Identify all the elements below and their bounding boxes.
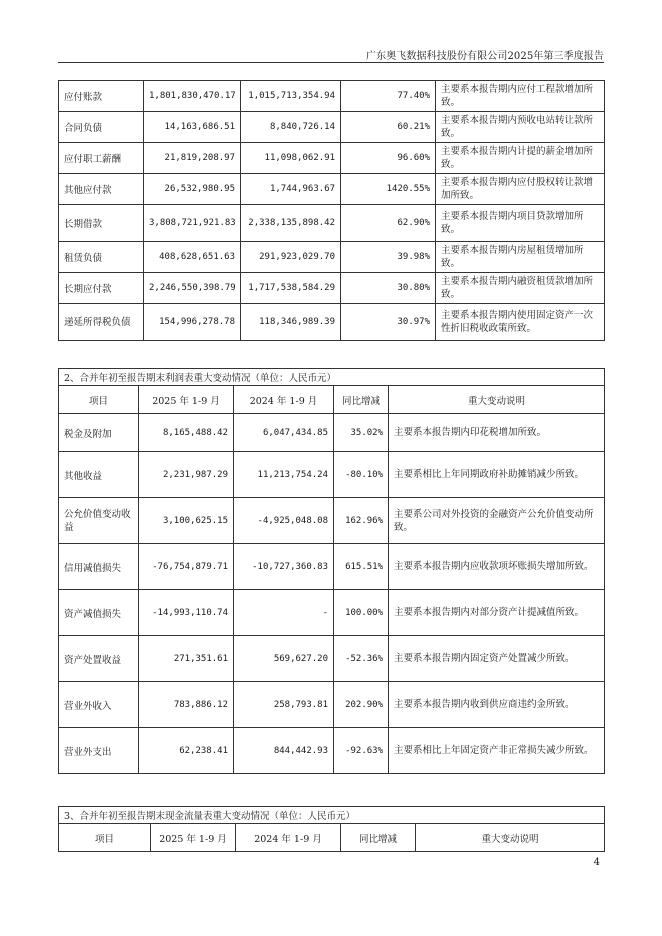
- table-row: [59, 304, 605, 341]
- table-row: [59, 590, 605, 636]
- column-header-reason: 重大变动说明: [416, 824, 605, 852]
- current-value-cell: 8,165,488.42: [139, 414, 234, 452]
- reason-cell: 主要系本报告期内房屋租赁增加所致。: [436, 242, 605, 273]
- table-caption-row: [59, 807, 605, 824]
- current-value-cell: 271,351.61: [139, 636, 234, 682]
- header-divider: [58, 62, 604, 63]
- change-cell: 30.97%: [341, 304, 436, 341]
- previous-value-cell: 1,717,538,584.29: [241, 273, 341, 304]
- table-row: [59, 452, 605, 498]
- change-cell: 62.90%: [341, 205, 436, 242]
- change-cell: 35.02%: [334, 414, 389, 452]
- previous-value-cell: 569,627.20: [234, 636, 334, 682]
- current-value-cell: 1,801,830,470.17: [144, 81, 241, 112]
- previous-value-cell: 844,442.93: [234, 728, 334, 774]
- table-row: [59, 242, 605, 273]
- table-row: [59, 81, 605, 112]
- item-cell: 长期应付款: [59, 273, 144, 304]
- table-row: [59, 498, 605, 544]
- previous-value-cell: 1,015,713,354.94: [241, 81, 341, 112]
- change-cell: 162.96%: [334, 498, 389, 544]
- current-value-cell: 154,996,278.78: [144, 304, 241, 341]
- previous-value-cell: -10,727,360.83: [234, 544, 334, 590]
- current-value-cell: 14,163,686.51: [144, 112, 241, 143]
- item-cell: 资产减值损失: [59, 590, 139, 636]
- reason-cell: 主要系本报告期内应付工程款增加所致。: [436, 81, 605, 112]
- item-cell: 应付账款: [59, 81, 144, 112]
- previous-value-cell: 2,338,135,898.42: [241, 205, 341, 242]
- change-cell: -52.36%: [334, 636, 389, 682]
- table-row: [59, 174, 605, 205]
- current-value-cell: 3,808,721,921.83: [144, 205, 241, 242]
- item-cell: 长期借款: [59, 205, 144, 242]
- reason-cell: 主要系本报告期内预收电站转让款所致。: [436, 112, 605, 143]
- current-value-cell: 408,628,651.63: [144, 242, 241, 273]
- column-header-reason: 重大变动说明: [389, 386, 605, 414]
- column-header-change: 同比增减: [341, 824, 416, 852]
- reason-cell: 主要系本报告期内应收款项坏账损失增加所致。: [389, 544, 605, 590]
- item-cell: 营业外支出: [59, 728, 139, 774]
- reason-cell: 主要系本报告期内应付股权转让款增加所致。: [436, 174, 605, 205]
- cashflow-change-table: [58, 806, 605, 852]
- change-cell: -92.63%: [334, 728, 389, 774]
- previous-value-cell: 1,744,963.67: [241, 174, 341, 205]
- table-caption-row: [59, 369, 605, 386]
- item-cell: 递延所得税负债: [59, 304, 144, 341]
- previous-value-cell: 258,793.81: [234, 682, 334, 728]
- reason-cell: 主要系本报告期内项目贷款增加所致。: [436, 205, 605, 242]
- reason-cell: 主要系公司对外投资的金融资产公允价值变动所致。: [389, 498, 605, 544]
- table-caption: 2、合并年初至报告期末利润表重大变动情况（单位：人民币元）: [59, 369, 605, 386]
- previous-value-cell: 11,098,062.91: [241, 143, 341, 174]
- change-cell: 60.21%: [341, 112, 436, 143]
- current-value-cell: 783,886.12: [139, 682, 234, 728]
- column-header-item: 项目: [59, 824, 151, 852]
- table-row: [59, 143, 605, 174]
- change-cell: 30.80%: [341, 273, 436, 304]
- column-header-previous: 2024 年 1-9 月: [234, 386, 334, 414]
- current-value-cell: 3,100,625.15: [139, 498, 234, 544]
- report-header: 广东奥飞数据科技股份有限公司2025年第三季度报告: [366, 51, 604, 62]
- table-row: [59, 112, 605, 143]
- previous-value-cell: 6,047,434.85: [234, 414, 334, 452]
- table-row: [59, 728, 605, 774]
- current-value-cell: 26,532,980.95: [144, 174, 241, 205]
- item-cell: 公允价值变动收益: [59, 498, 139, 544]
- column-header-current: 2025 年 1-9 月: [151, 824, 236, 852]
- current-value-cell: -76,754,879.71: [139, 544, 234, 590]
- reason-cell: 主要系本报告期内固定资产处置减少所致。: [389, 636, 605, 682]
- reason-cell: 主要系本报告期内印花税增加所致。: [389, 414, 605, 452]
- table-header-row: [59, 824, 605, 852]
- previous-value-cell: 291,923,029.70: [241, 242, 341, 273]
- table-caption: 3、合并年初至报告期末现金流量表重大变动情况（单位：人民币元）: [59, 807, 605, 824]
- table-row: [59, 682, 605, 728]
- item-cell: 信用减值损失: [59, 544, 139, 590]
- change-cell: 39.98%: [341, 242, 436, 273]
- table-row: [59, 273, 605, 304]
- item-cell: 营业外收入: [59, 682, 139, 728]
- column-header-change: 同比增减: [334, 386, 389, 414]
- item-cell: 其他收益: [59, 452, 139, 498]
- balance-change-table: [58, 80, 605, 341]
- previous-value-cell: 8,840,726.14: [241, 112, 341, 143]
- page-number: 4: [593, 857, 600, 868]
- income-change-table: [58, 368, 605, 774]
- change-cell: 1420.55%: [341, 174, 436, 205]
- column-header-current: 2025 年 1-9 月: [139, 386, 234, 414]
- change-cell: 202.90%: [334, 682, 389, 728]
- change-cell: 100.00%: [334, 590, 389, 636]
- reason-cell: 主要系本报告期内融资租赁款增加所致。: [436, 273, 605, 304]
- previous-value-cell: 11,213,754.24: [234, 452, 334, 498]
- reason-cell: 主要系相比上年同期政府补助摊销减少所致。: [389, 452, 605, 498]
- item-cell: 应付职工薪酬: [59, 143, 144, 174]
- reason-cell: 主要系本报告期内计提的薪金增加所致。: [436, 143, 605, 174]
- change-cell: -80.10%: [334, 452, 389, 498]
- change-cell: 615.51%: [334, 544, 389, 590]
- item-cell: 合同负债: [59, 112, 144, 143]
- reason-cell: 主要系相比上年固定资产非正常损失减少所致。: [389, 728, 605, 774]
- column-header-item: 项目: [59, 386, 139, 414]
- reason-cell: 主要系本报告期内收到供应商违约金所致。: [389, 682, 605, 728]
- current-value-cell: -14,993,110.74: [139, 590, 234, 636]
- table-row: [59, 205, 605, 242]
- item-cell: 租赁负债: [59, 242, 144, 273]
- change-cell: 77.40%: [341, 81, 436, 112]
- table-row: [59, 544, 605, 590]
- previous-value-cell: 118,346,989.39: [241, 304, 341, 341]
- current-value-cell: 21,819,208.97: [144, 143, 241, 174]
- table-row: [59, 636, 605, 682]
- current-value-cell: 2,246,550,398.79: [144, 273, 241, 304]
- item-cell: 资产处置收益: [59, 636, 139, 682]
- change-cell: 96.60%: [341, 143, 436, 174]
- item-cell: 其他应付款: [59, 174, 144, 205]
- reason-cell: 主要系本报告期内对部分资产计提减值所致。: [389, 590, 605, 636]
- previous-value-cell: -4,925,048.08: [234, 498, 334, 544]
- column-header-previous: 2024 年 1-9 月: [236, 824, 341, 852]
- current-value-cell: 2,231,987.29: [139, 452, 234, 498]
- reason-cell: 主要系本报告期内使用固定资产一次性折旧税收政策所致。: [436, 304, 605, 341]
- previous-value-cell: -: [234, 590, 334, 636]
- current-value-cell: 62,238.41: [139, 728, 234, 774]
- item-cell: 税金及附加: [59, 414, 139, 452]
- table-header-row: [59, 386, 605, 414]
- table-row: [59, 414, 605, 452]
